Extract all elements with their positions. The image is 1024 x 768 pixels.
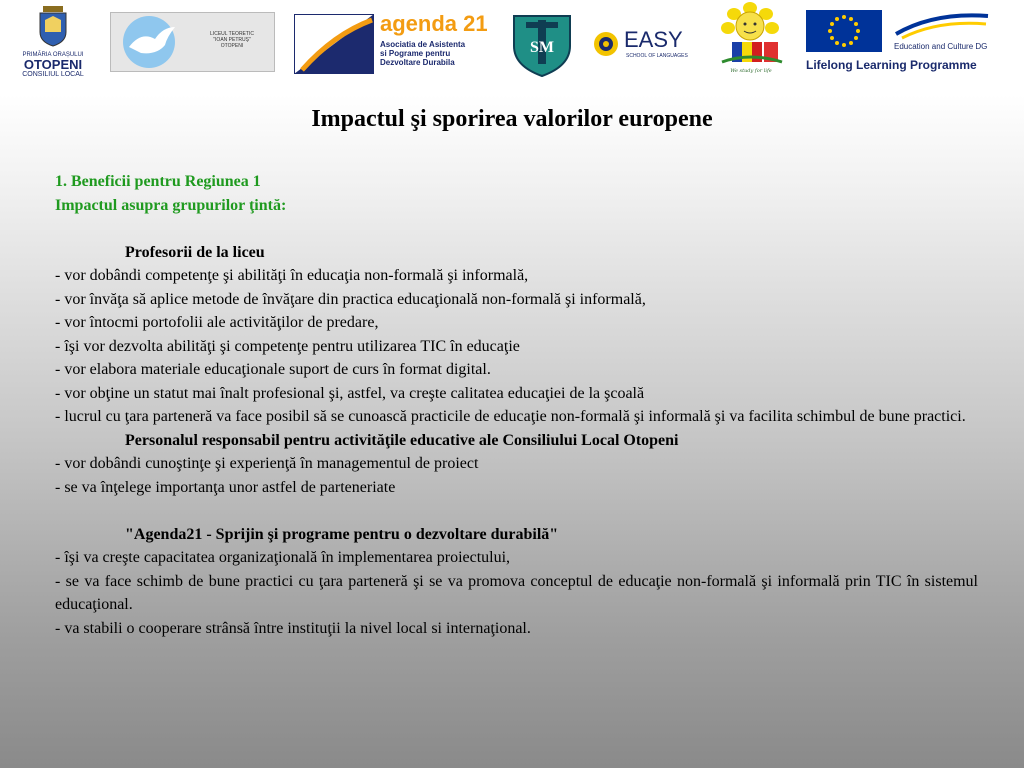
agenda21-emblem-icon <box>294 14 374 74</box>
list-item: - se va înţelege importanţa unor astfel de parteneriate <box>55 478 396 496</box>
list-item: - îşi va creşte capacitatea organizaţională în implementarea proiectului, <box>55 549 511 566</box>
eu-line1: Education and Culture DG <box>894 42 988 51</box>
section-heading: 1. Beneficii pentru Regiunea 1 <box>55 173 261 190</box>
group-heading-agenda21: "Agenda21 - Sprijin şi programe pentru o dezvoltare durabilă" <box>125 525 559 543</box>
spacer <box>55 217 978 241</box>
otopeni-line1: PRIMĂRIA ORAȘULUI <box>22 52 84 58</box>
slide-title: Impactul şi sporirea valorilor europene <box>311 106 713 132</box>
slide-content <box>55 170 978 640</box>
otopeni-line3: CONSILIUL LOCAL <box>22 71 84 78</box>
dove-icon <box>115 13 187 71</box>
easy-brand: EASY <box>624 27 683 52</box>
otopeni-name: OTOPENI <box>23 57 83 72</box>
sunflower-caption: We study for life <box>730 68 772 74</box>
sunflower-icon <box>712 2 790 68</box>
spacer <box>55 499 978 523</box>
group-heading-profesori: Profesorii de la liceu <box>125 243 265 261</box>
sm-letters: SM <box>530 39 554 56</box>
shield-icon <box>508 12 576 78</box>
llp-swoosh-icon <box>894 10 990 40</box>
list-item: - vor elabora materiale educaţionale suport de curs în format digital. <box>55 361 491 378</box>
agenda21-line3: Dezvoltare Durabila <box>380 58 455 67</box>
logo-strip <box>0 0 1024 88</box>
liceu-text3: OTOPENI <box>220 43 244 49</box>
easy-swirl-icon <box>592 30 620 58</box>
list-item: - îşi vor dezvolta abilităţi şi competenţe pentru utilizarea TIC în educaţie <box>55 337 520 355</box>
list-item: - vor întocmi portofolii ale activităţilor de predare, <box>55 314 379 331</box>
list-item: - se va face schimb de bune practici cu ţara parteneră şi se va promova conceptul de educaţie non-formală şi informală prin TIC în sistemul educaţional. <box>55 572 978 613</box>
list-item: - va stabili o cooperare strânsă între instituţii la nivel local si internaţional. <box>55 619 531 637</box>
easy-logo <box>592 26 700 66</box>
list-item: - lucrul cu ţara parteneră va face posibil să se cunoască practicile de educaţie non-formală şi informală şi va facilita schimbul de bune practici. <box>55 408 966 425</box>
eu-line2: Lifelong Learning Programme <box>806 58 977 72</box>
list-item: - vor obţine un statut mai înalt profesional şi, astfel, va creşte calitatea educaţiei de la şcoală <box>55 384 645 402</box>
group-heading-personal: Personalul responsabil pentru activităţile educative ale Consiliului Local Otopeni <box>125 431 679 449</box>
liceu-text1: LICEUL TEORETIC <box>210 31 254 37</box>
section-subheading: Impactul asupra grupurilor ţintă: <box>55 196 287 214</box>
agenda21-logo <box>294 11 496 74</box>
list-item: - vor dobândi cunoştinţe şi experienţă în managementul de proiect <box>55 455 479 472</box>
otopeni-logo <box>12 6 94 78</box>
agenda21-title: agenda 21 <box>380 11 488 36</box>
liceu-logo <box>110 12 275 72</box>
sm-logo <box>508 12 576 78</box>
easy-sub: SCHOOL OF LANGUAGES <box>626 53 688 59</box>
eu-llp-logo <box>806 10 1018 76</box>
list-item: - vor învăţa să aplice metode de învăţare din practica educaţională non-formală şi informală, <box>55 290 646 308</box>
agenda21-line1: Asociatia de Asistenta <box>380 40 466 49</box>
eu-flag-icon <box>806 10 882 52</box>
sunflower-logo <box>712 2 790 82</box>
agenda21-line2: si Pograme pentru <box>380 49 451 58</box>
list-item: - vor dobândi competenţe şi abilităţi în educaţia non-formală şi informală, <box>55 267 529 284</box>
liceu-text2: "IOAN PETRUŞ" <box>213 37 251 43</box>
